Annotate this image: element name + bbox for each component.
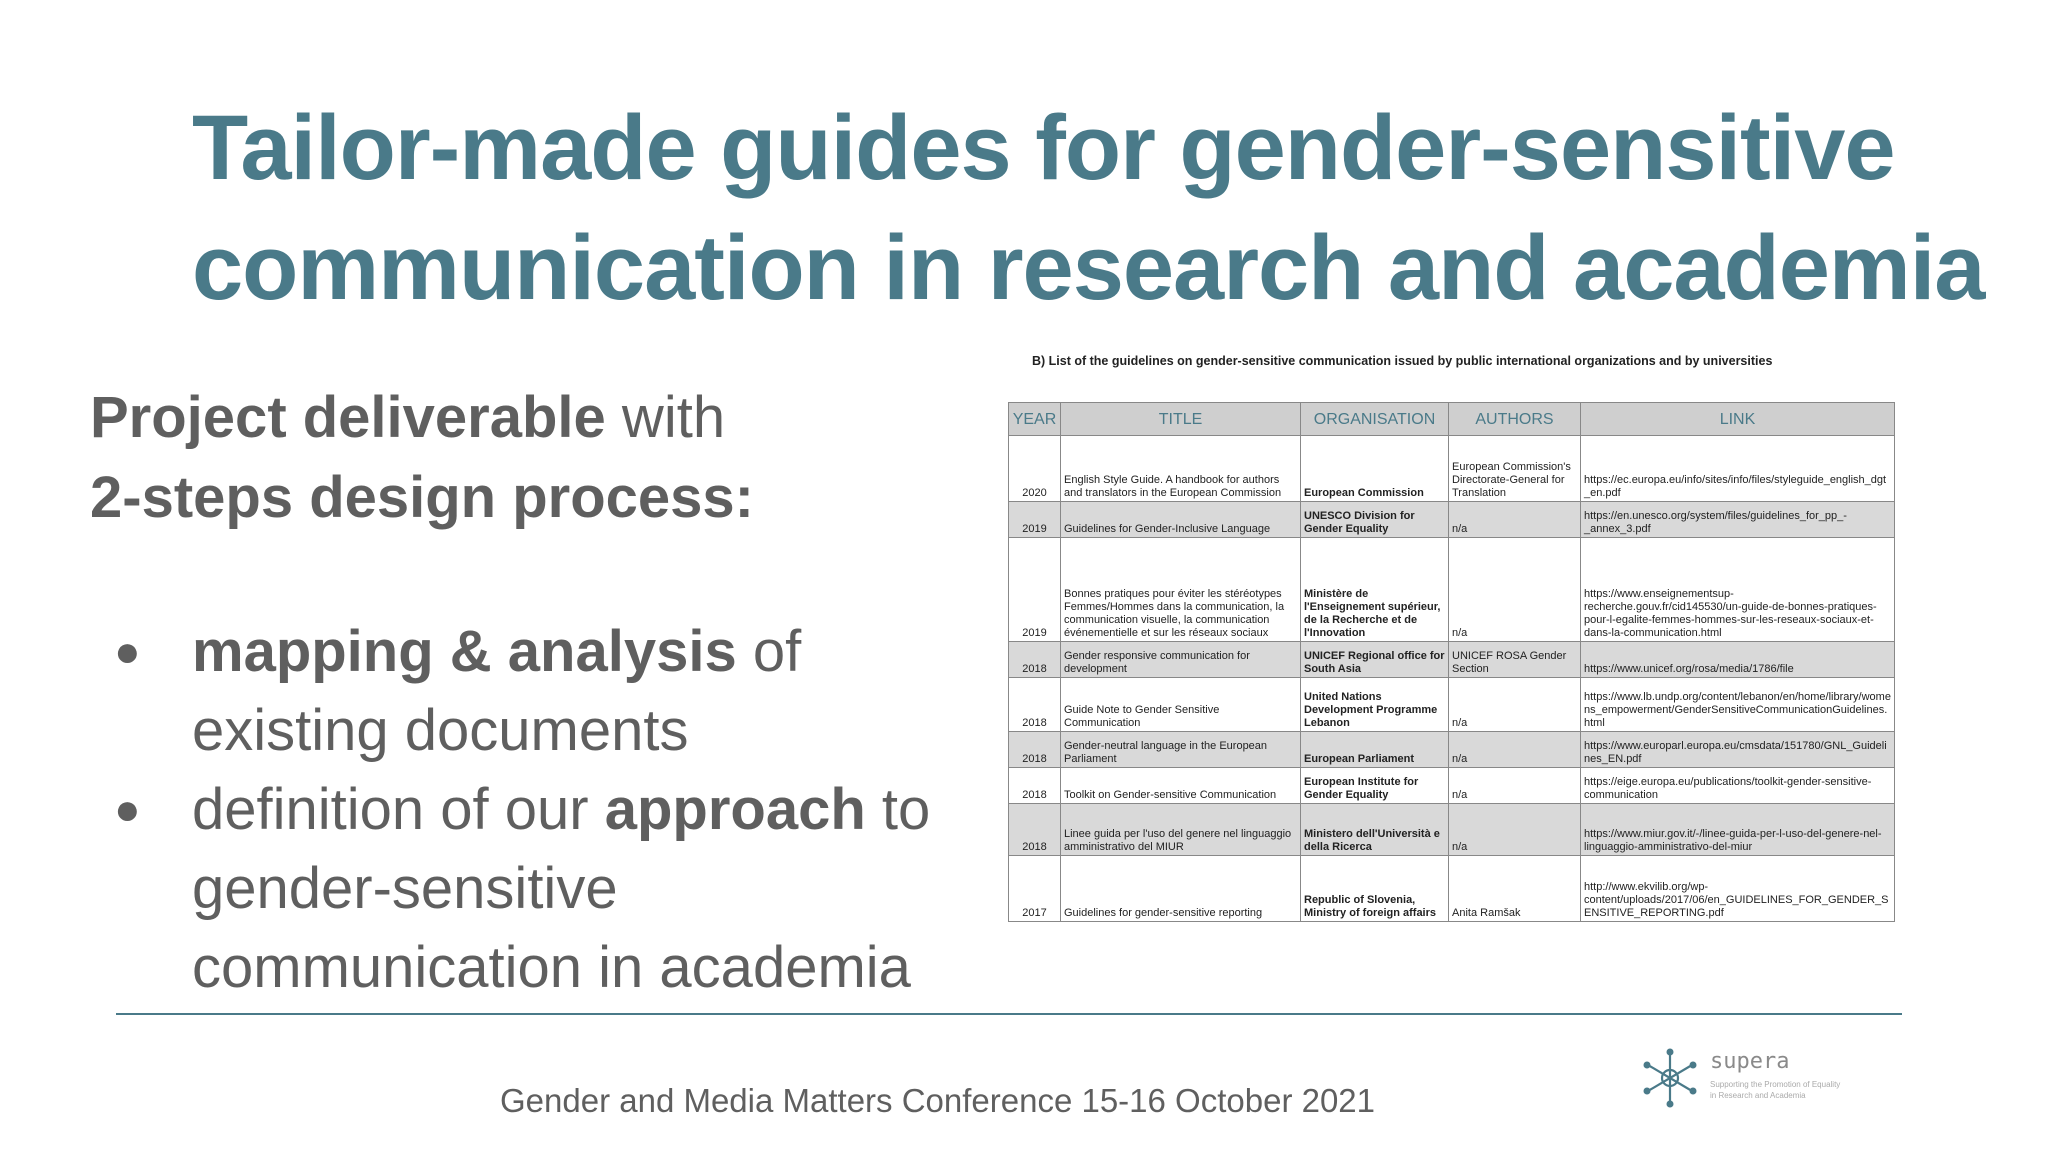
cell-link: https://eige.europa.eu/publications/toolkit-gender-sensitive-communication [1581, 768, 1895, 804]
cell-organisation: UNESCO Division for Gender Equality [1301, 502, 1449, 538]
table-row [1009, 642, 1895, 678]
intro-line-2: 2-steps design process: [90, 465, 754, 530]
slide-title-line-2: communication in research and academia [192, 217, 1985, 319]
logo-name: supera [1710, 1049, 1790, 1074]
cell-organisation: UNICEF Regional office for South Asia [1301, 642, 1449, 678]
bullet-list [110, 612, 1010, 1007]
cell-authors: n/a [1449, 804, 1581, 856]
table-row [1009, 502, 1895, 538]
cell-organisation: European Institute for Gender Equality [1301, 768, 1449, 804]
bullet-2-bold: approach [604, 777, 866, 842]
slide-title-line-1: Tailor-made guides for gender-sensitive [192, 97, 1895, 199]
cell-authors: n/a [1449, 732, 1581, 768]
cell-year: 2018 [1009, 642, 1061, 678]
footer-divider [116, 1013, 1902, 1015]
cell-link: https://www.europarl.europa.eu/cmsdata/151780/GNL_Guidelines_EN.pdf [1581, 732, 1895, 768]
intro-text [90, 378, 990, 538]
bullet-2-line-2: gender-sensitive [192, 856, 618, 921]
cell-link: https://www.lb.undp.org/content/lebanon/en/home/library/womens_empowerment/GenderSensitiveCommunicationGuidelines.html [1581, 678, 1895, 732]
cell-link: https://www.miur.gov.it/-/linee-guida-per-l-uso-del-genere-nel-linguaggio-amministrativo-del-miur [1581, 804, 1895, 856]
bullet-2-line-3: communication in academia [192, 935, 911, 1000]
table-row [1009, 768, 1895, 804]
intro-with: with [605, 385, 726, 450]
cell-title: Guidelines for gender-sensitive reporting [1061, 856, 1301, 922]
cell-authors: UNICEF ROSA Gender Section [1449, 642, 1581, 678]
logo-tagline [1710, 1079, 1840, 1101]
cell-year: 2019 [1009, 538, 1061, 642]
table-row [1009, 436, 1895, 502]
table-row [1009, 538, 1895, 642]
cell-link: https://en.unesco.org/system/files/guidelines_for_pp_-_annex_3.pdf [1581, 502, 1895, 538]
cell-title: Guidelines for Gender-Inclusive Language [1061, 502, 1301, 538]
cell-authors: European Commission's Directorate-General for Translation [1449, 436, 1581, 502]
cell-title: Gender responsive communication for development [1061, 642, 1301, 678]
table-row [1009, 804, 1895, 856]
table-row [1009, 856, 1895, 922]
bullet-1-text: of [736, 619, 802, 684]
cell-organisation: United Nations Development Programme Lebanon [1301, 678, 1449, 732]
supera-logo [1640, 1045, 1860, 1115]
cell-link: https://www.enseignementsup-recherche.gouv.fr/cid145530/un-guide-de-bonnes-pratiques-pour-l-egalite-femmes-hommes-sur-les-reseaux-sociaux-et-dans-la-communication.html [1581, 538, 1895, 642]
cell-organisation: Ministero dell'Università e della Ricerca [1301, 804, 1449, 856]
cell-title: Toolkit on Gender-sensitive Communication [1061, 768, 1301, 804]
table-row [1009, 678, 1895, 732]
cell-title: Bonnes pratiques pour éviter les stéréotypes Femmes/Hommes dans la communication, la communication visuelle, la communication événementielle et sur les réseaux sociaux [1061, 538, 1301, 642]
intro-line-1 [90, 378, 990, 458]
cell-year: 2019 [1009, 502, 1061, 538]
cell-organisation: European Parliament [1301, 732, 1449, 768]
bullet-item-mapping [110, 612, 1010, 770]
table-body [1009, 436, 1895, 922]
column-header-link: LINK [1581, 403, 1895, 436]
table-row [1009, 732, 1895, 768]
cell-title: Gender-neutral language in the European Parliament [1061, 732, 1301, 768]
intro-bold-deliverable: Project deliverable [90, 385, 606, 450]
cell-title: Guide Note to Gender Sensitive Communication [1061, 678, 1301, 732]
cell-authors: Anita Ramšak [1449, 856, 1581, 922]
snowflake-network-icon [1640, 1045, 1700, 1111]
column-header-organisation: ORGANISATION [1301, 403, 1449, 436]
column-header-title: TITLE [1061, 403, 1301, 436]
bullet-item-approach [110, 770, 1010, 1007]
column-header-year: YEAR [1009, 403, 1061, 436]
logo-tagline-2: in Research and Academia [1710, 1091, 1806, 1100]
bullet-1-bold: mapping & analysis [192, 619, 737, 684]
cell-authors: n/a [1449, 502, 1581, 538]
bullet-1-line-2: existing documents [192, 698, 689, 763]
cell-year: 2018 [1009, 804, 1061, 856]
cell-organisation: Ministère de l'Enseignement supérieur, de la Recherche et de l'Innovation [1301, 538, 1449, 642]
guidelines-table [1008, 402, 1895, 922]
bullet-2-text-before: definition of our [192, 777, 605, 842]
cell-link: https://ec.europa.eu/info/sites/info/files/styleguide_english_dgt_en.pdf [1581, 436, 1895, 502]
cell-authors: n/a [1449, 678, 1581, 732]
cell-year: 2018 [1009, 732, 1061, 768]
cell-organisation: European Commission [1301, 436, 1449, 502]
cell-year: 2020 [1009, 436, 1061, 502]
slide-title [192, 88, 1992, 328]
guidelines-document-image [1006, 352, 1898, 942]
table-caption: B) List of the guidelines on gender-sensitive communication issued by public international organizations and by universities [1032, 354, 1773, 368]
cell-title: English Style Guide. A handbook for authors and translators in the European Commission [1061, 436, 1301, 502]
footer-text: Gender and Media Matters Conference 15-16 October 2021 [500, 1082, 1376, 1119]
bullet-dot-icon: ● [114, 627, 141, 676]
logo-tagline-1: Supporting the Promotion of Equality [1710, 1080, 1841, 1089]
cell-organisation: Republic of Slovenia, Ministry of foreign affairs [1301, 856, 1449, 922]
cell-year: 2018 [1009, 678, 1061, 732]
cell-link: https://www.unicef.org/rosa/media/1786/file [1581, 642, 1895, 678]
cell-link: http://www.ekvilib.org/wp-content/uploads/2017/06/en_GUIDELINES_FOR_GENDER_SENSITIVE_REPORTING.pdf [1581, 856, 1895, 922]
cell-year: 2018 [1009, 768, 1061, 804]
bullet-dot-icon: ● [114, 785, 141, 834]
table-header-row [1009, 403, 1895, 436]
cell-year: 2017 [1009, 856, 1061, 922]
column-header-authors: AUTHORS [1449, 403, 1581, 436]
cell-authors: n/a [1449, 538, 1581, 642]
cell-title: Linee guida per l'uso del genere nel linguaggio amministrativo del MIUR [1061, 804, 1301, 856]
cell-authors: n/a [1449, 768, 1581, 804]
bullet-2-text-after: to [865, 777, 931, 842]
